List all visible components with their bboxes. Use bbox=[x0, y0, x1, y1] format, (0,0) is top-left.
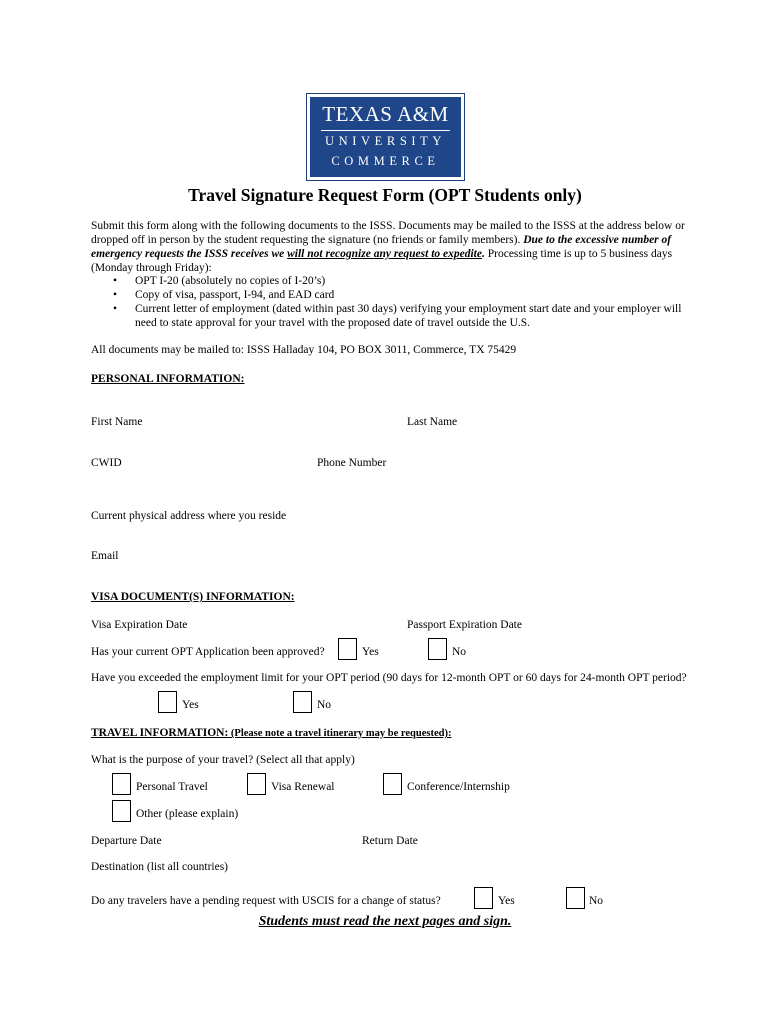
visa-info-heading: VISA DOCUMENT(S) INFORMATION: bbox=[91, 591, 295, 603]
phone-label: Phone Number bbox=[317, 457, 387, 469]
university-logo bbox=[306, 93, 465, 181]
travel-purpose-question: What is the purpose of your travel? (Select all that apply) bbox=[91, 754, 355, 766]
logo-divider bbox=[321, 130, 450, 131]
employment-limit-question: Have you exceeded the employment limit for your OPT period (90 days for 12-month OPT or 60 days for 24-month OPT period? bbox=[91, 672, 687, 684]
logo-line-3: COMMERCE bbox=[331, 154, 440, 168]
bullet-icon: • bbox=[113, 275, 118, 287]
intro-text-1: Submit this form along with the following documents to the ISSS. Documents may be mailed to the ISSS at the address below or dropped off in person by the student requesting the signature (no friends or family members). bbox=[91, 220, 685, 246]
cwid-label: CWID bbox=[91, 457, 122, 469]
bullet-icon: • bbox=[113, 289, 118, 301]
opt-approved-question: Has your current OPT Application been approved? bbox=[91, 646, 325, 658]
uscis-question: Do any travelers have a pending request with USCIS for a change of status? bbox=[91, 895, 441, 907]
logo-background bbox=[310, 97, 461, 177]
visa-expiration-label: Visa Expiration Date bbox=[91, 619, 188, 631]
employment-limit-yes-checkbox[interactable] bbox=[158, 691, 177, 713]
conference-internship-label: Conference/Internship bbox=[407, 781, 510, 793]
passport-expiration-label: Passport Expiration Date bbox=[407, 619, 522, 631]
employment-limit-yes-label: Yes bbox=[182, 699, 199, 711]
address-label: Current physical address where you reside bbox=[91, 510, 287, 522]
travel-heading-note: (Please note a travel itinerary may be requested): bbox=[228, 728, 452, 739]
departure-date-label: Departure Date bbox=[91, 835, 162, 847]
personal-travel-label: Personal Travel bbox=[136, 781, 208, 793]
personal-travel-checkbox[interactable] bbox=[112, 773, 131, 795]
travel-heading-text: TRAVEL INFORMATION: bbox=[91, 727, 229, 739]
uscis-no-label: No bbox=[589, 895, 604, 907]
intro-emphasis-underlined: will not recognize any request to expedite bbox=[287, 248, 482, 260]
opt-approved-no-label: No bbox=[452, 646, 467, 658]
other-purpose-checkbox[interactable] bbox=[112, 800, 131, 822]
destination-label: Destination (list all countries) bbox=[91, 861, 229, 873]
personal-info-heading: PERSONAL INFORMATION: bbox=[91, 373, 245, 385]
other-purpose-label: Other (please explain) bbox=[136, 808, 239, 820]
list-item-text: Copy of visa, passport, I-94, and EAD card bbox=[135, 289, 335, 301]
visa-renewal-label: Visa Renewal bbox=[271, 781, 335, 793]
list-item bbox=[110, 274, 700, 288]
logo-line-1: TEXAS A&M bbox=[322, 102, 449, 126]
last-name-label: Last Name bbox=[407, 416, 458, 428]
intro-emphasis-end: . bbox=[481, 248, 485, 260]
opt-approved-yes-checkbox[interactable] bbox=[338, 638, 357, 660]
intro-emphasis: Due to the excessive number of emergency requests the ISSS receives we bbox=[91, 234, 672, 260]
footer-notice: Students must read the next pages and sign. bbox=[258, 914, 512, 929]
uscis-yes-checkbox[interactable] bbox=[474, 887, 493, 909]
visa-renewal-checkbox[interactable] bbox=[247, 773, 266, 795]
return-date-label: Return Date bbox=[362, 835, 418, 847]
conference-internship-checkbox[interactable] bbox=[383, 773, 402, 795]
intro-paragraph bbox=[91, 219, 691, 275]
list-item bbox=[110, 288, 700, 302]
mailing-address-note: All documents may be mailed to: ISSS Halladay 104, PO BOX 3011, Commerce, TX 75429 bbox=[91, 344, 517, 356]
email-label: Email bbox=[91, 550, 119, 562]
opt-approved-yes-label: Yes bbox=[362, 646, 379, 658]
opt-approved-no-checkbox[interactable] bbox=[428, 638, 447, 660]
list-item-text: OPT I-20 (absolutely no copies of I-20’s) bbox=[135, 275, 326, 287]
travel-info-heading bbox=[91, 726, 451, 741]
list-item bbox=[110, 302, 700, 330]
form-title: Travel Signature Request Form (OPT Students only) bbox=[188, 185, 582, 205]
required-documents-list bbox=[110, 274, 700, 330]
first-name-label: First Name bbox=[91, 416, 143, 428]
list-item-text: Current letter of employment (dated within past 30 days) verifying your employment start date and your employer will need to state approval for your travel with the proposed date of travel outside the U.S. bbox=[135, 303, 682, 329]
intro-text-2: Processing time is up to 5 business days (Monday through Friday): bbox=[91, 248, 673, 274]
uscis-no-checkbox[interactable] bbox=[566, 887, 585, 909]
employment-limit-no-label: No bbox=[317, 699, 332, 711]
bullet-icon: • bbox=[113, 303, 118, 315]
employment-limit-no-checkbox[interactable] bbox=[293, 691, 312, 713]
logo-line-2: UNIVERSITY bbox=[325, 134, 446, 148]
uscis-yes-label: Yes bbox=[498, 895, 515, 907]
